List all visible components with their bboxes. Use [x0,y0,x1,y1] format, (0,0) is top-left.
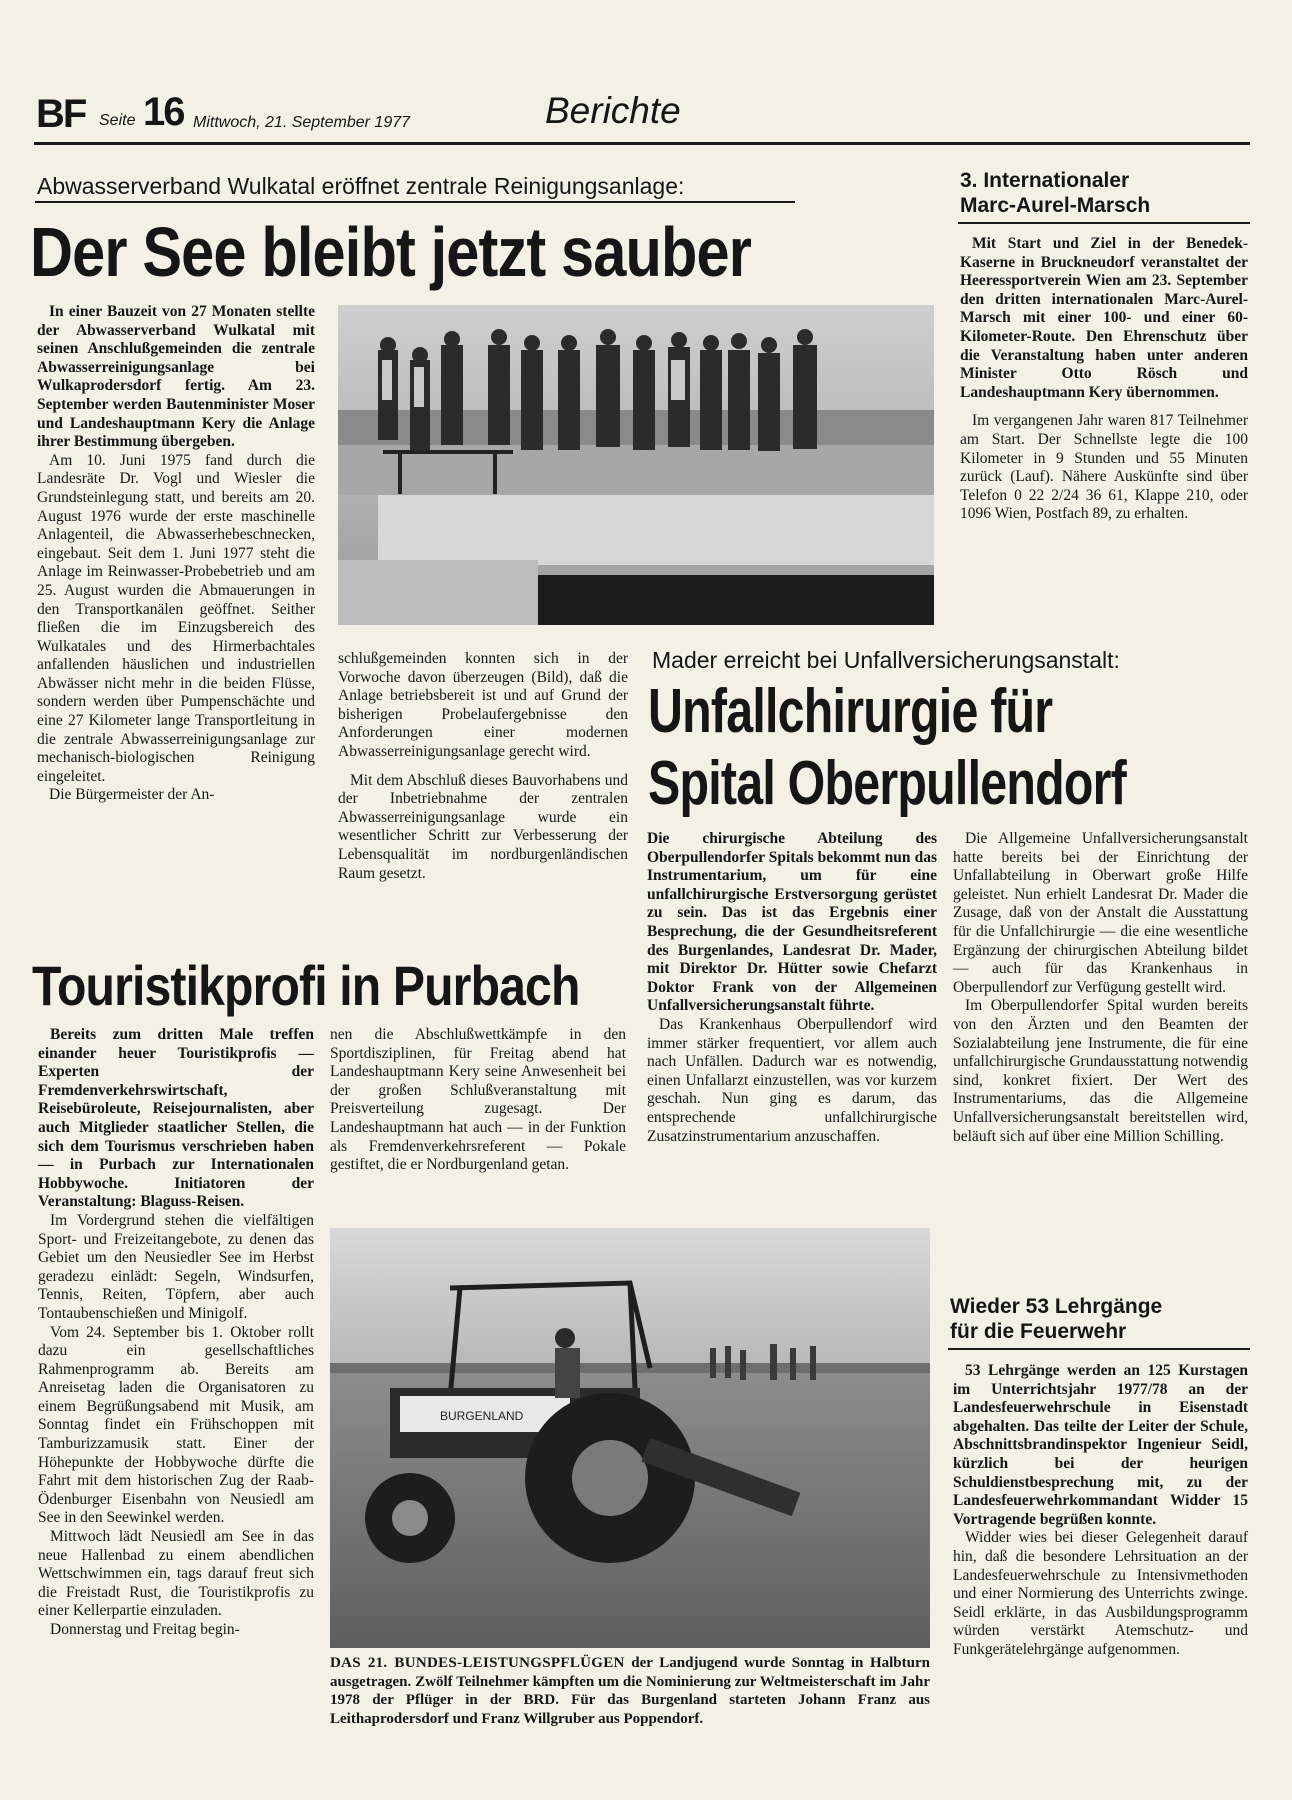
article3-col1 [647,830,937,1146]
article1-lead: In einer Bauzeit von 27 Monaten stellte der Abwasserverband Wulkatal mit seinen Anschlußgemeinden die zentrale Abwasserreinigungsanlage bei Wulkaprodersdorf fertig. Am 23. September werden Bautenminister Moser und Landeshauptmann Kery die Anlage ihrer Bestimmung übergeben. [37,303,315,451]
dignitaries-photo [338,305,934,625]
article3-kicker: Mader erreicht bei Unfallversicherungsanstalt: [652,647,1120,673]
page-number: 16 [143,90,184,134]
article4-para: Im Vordergrund stehen die vielfältigen Sport- und Freizeitangebote, zu denen das Gebiet um den Neusiedler See im Herbst geradezu einlädt: Segeln, Windsurfen, Tennis, Reiten, Töpfern, aber auch Tontaubenschießen und Minigolf. [38,1211,314,1322]
article4-para: Vom 24. September bis 1. Oktober rollt dazu ein gesellschaftliches Rahmenprogramm ab. Bereits am Anreisetag laden die Organisatoren zu einem Begrüßungsabend mit Musik, am Sonntag findet ein Frühschoppen mit Tamburizzamusik statt. Einer der Höhepunkte der Hobbywoche dürfte die Fahrt mit dem historischen Zug der Raab-Ödenburger Eisenbahn von Neusiedl am See in den Seewinkel werden. [38,1323,314,1527]
article1-kicker: Abwasserverband Wulkatal eröffnet zentrale Reinigungsanlage: [37,173,685,199]
tractor-label: BURGENLAND [440,1409,524,1423]
article4-col2 [330,1026,626,1175]
article5-lead: 53 Lehrgänge werden an 125 Kurstagen im Unterrichtsjahr 1977/78 an der Landesfeuerwehrschule in Eisenstadt abgehalten. Das teilte der Leiter der Schule, Abschnittsbrandinspektor Ingenieur Seidl, kürzlich bei der heurigen Schuldienstbesprechung mit, zu der Landesfeuerwehrkommandant Widder 15 Vortragende begrüßen konnte. [953,1362,1248,1528]
article3-para: Das Krankenhaus Oberpullendorf wird immer stärker frequentiert, vor allem auch nach Unfällen. Dadurch war es notwendig, einen Unfallarzt einzustellen, was vor kurzem geschah. Nun ging es darum, das entsprechende unfallchirurgische Zusatzinstrumentarium anzuschaffen. [647,1015,937,1145]
article4-headline: Touristikprofi in Purbach [32,954,580,1017]
article2-rule [958,222,1250,224]
article2-headline-line1: 3. Internationaler [960,169,1130,192]
article3-headline-line2: Spital Oberpullendorf [648,749,1126,818]
article2-body [960,235,1248,524]
article1-para: Die Bürgermeister der An- [49,786,215,804]
article3-headline-line1: Unfallchirurgie für [648,677,1053,746]
article2-headline [960,168,1250,218]
article1-col2 [338,650,628,883]
article1-para: Am 10. Juni 1975 fand durch die Landesräte Dr. Vogl und Wiesler die Grundsteinlegung statt, und bereits am 20. August 1976 wurde der erste maschinelle Anlagenteil, die Abwasserhebeschnecken, eingebaut. Seit dem 1. Juni 1977 steht die Anlage im Reinwasser-Probebetrieb und am 25. August wurden die Abmauerungen in den Transportkanälen geöffnet. Seither fließen die im Einzugsbereich des Wulkatales und des Hirmerbachtales anfallenden häuslichen und industriellen Abwässer nicht mehr in die beiden Flüsse, sondern werden über Pumpenschächte und eine 27 Kilometer lange Transportleitung in die zentrale Abwasserreinigungsanlage zur mechanisch-biologischen Reinigung eingeleitet. [37,451,315,785]
article4-col1 [38,1026,314,1640]
caption-lead: DAS 21. BUNDES-LEISTUNGSPFLÜGEN [330,1655,625,1671]
article5-rule [948,1348,1250,1350]
article1-para: schlußgemeinden konnten sich in der Vorwoche davon überzeugen (Bild), daß die Anlage betriebsbereit ist und auf Grund der bisherigen Probelaufergebnisse den Anforderungen einer modernen Abwasserreinigungsanlage gerecht wird. [338,650,628,760]
article5-para: Widder wies bei dieser Gelegenheit darauf hin, daß die besondere Lehrsituation an der Landesfeuerwehrschule zu Intensivmethoden und einer Normierung des Unterrichts zwinge. Seidl erklärte, in das Ausbildungsprogramm würden verstärkt Atemschutz- und Funkgerätelehrgänge aufgenommen. [953,1529,1248,1658]
article3-para: Die Allgemeine Unfallversicherungsanstalt hatte bereits bei der Einrichtung der Unfallabteilung in Oberwart große Hilfe geleistet. Nun erhielt Landesrat Dr. Mader die Zusage, daß von der Anstalt die Ausstattung für die Unfallchirurgie — die eine wesentliche Ergänzung der chirurgischen Abteilung bildet — auch für das Krankenhaus in Oberpullendorf zur Verfügung gestellt wird. [953,830,1248,996]
article3-lead: Die chirurgische Abteilung des Oberpullendorfer Spitals bekommt nun das Instrumentarium, um für eine unfallchirurgische Erstversorgung gerüstet zu sein. Das ist das Ergebnis einer Besprechung, die der Gesundheitsreferent des Burgenlandes, Landesrat Dr. Mader, mit Direktor Dr. Hütter sowie Chefarzt Doktor Frank von der Allgemeinen Unfallversicherungsanstalt führte. [647,830,937,1015]
photo-caption [330,1654,930,1728]
kicker-underline [35,201,795,203]
header-rule [34,142,1250,145]
article1-col1 [37,303,315,805]
article4-para: Donnerstag und Freitag begin- [50,1621,240,1638]
page-label: Seite [99,112,136,129]
article1-headline: Der See bleibt jetzt sauber [30,213,752,291]
tractor-photo [330,1228,930,1648]
tractor-photo-drawing [330,1228,930,1648]
article5-headline-line1: Wieder 53 Lehrgänge [950,1295,1163,1318]
article1-para: Mit dem Abschluß dieses Bauvorhabens und der Inbetriebnahme der zentralen Abwasserreinigungsanlage wurde ein wesentlicher Schritt zur Verbesserung der Lebensqualität im nordburgenländischen Raum gesetzt. [338,771,628,882]
article5-body [953,1362,1248,1660]
section-title: Berichte [545,90,681,131]
article5-headline-line2: für die Feuerwehr [950,1320,1127,1343]
issue-date: Mittwoch, 21. September 1977 [193,114,411,131]
article3-para: Im Oberpullendorfer Spital wurden bereits von den Ärzten und den Beamten der Sozialabteilung jene Instrumente, die für eine unfallchirurgische Grundausstattung notwendig sind, konkret fixiert. Der Wert des Instrumentariums, das die Allgemeine Unfallversicherungsanstalt bereitstellen wird, beläuft sich auf über eine Million Schilling. [953,997,1249,1145]
article3-col2 [953,830,1248,1146]
article2-lead: Mit Start und Ziel in der Benedek-Kaserne in Bruckneudorf veranstaltet der Heeressportverein Wien am 23. September den dritten internationalen Marc-Aurel-Marsch mit einer 100- und einer 60-Kilometer-Route. Den Ehrenschutz über die Veranstaltung haben unter anderen Minister Otto Rösch und Landeshauptmann Kery übernommen. [960,235,1248,401]
article2-headline-line2: Marc-Aurel-Marsch [960,194,1151,217]
caption-text: der Landjugend wurde Sonntag in Halbturn ausgetragen. Zwölf Teilnehmer kämpften um die Nominierung zur Weltmeisterschaft im Jahr 1978 der Pflüger in der BRD. Für das Burgenland starteten Johann Franz aus Leithaprodersdorf und Franz Willgruber aus Poppendorf. [330,1655,930,1727]
article4-para: nen die Abschlußwettkämpfe in den Sportdisziplinen, für Freitag abend hat Landeshauptmann Kery seine Anwesenheit bei der großen Schlußveranstaltung mit Preisverteilung zugesagt. Der Landeshauptmann hat auch — in der Funktion als Fremdenverkehrsreferent — Pokale gestiftet, die er Nordburgenland getan. [330,1026,626,1174]
article2-para: Im vergangenen Jahr waren 817 Teilnehmer am Start. Der Schnellste legte die 100 Kilometer in 9 Stunden und 55 Minuten zurück (Lauf). Nähere Auskünfte sind über Telefon 0 22 2/24 36 61, Klappe 210, oder 1096 Wien, Postfach 89, zu erhalten. [960,412,1248,523]
article5-headline [950,1294,1250,1344]
article4-lead: Bereits zum dritten Male treffen einander heuer Touristikprofis — Experten der Fremdenverkehrswirtschaft, Reisebüroleute, Reisejournalisten, aber auch Mitglieder staatlicher Stellen, die sich dem Tourismus verschrieben haben — in Purbach zur Internationalen Hobbywoche. Initiatoren der Veranstaltung: Blaguss-Reisen. [38,1026,314,1211]
dignitaries-photo-drawing [338,305,934,625]
article4-para: Mittwoch lädt Neusiedl am See in das neue Hallenbad zu einem abendlichen Wettschwimmen ein, tags darauf freut sich die Freistadt Rust, die Touristikprofis zu einer Kellerpartie einzuladen. [38,1528,314,1620]
masthead-logo: BF [36,92,86,136]
